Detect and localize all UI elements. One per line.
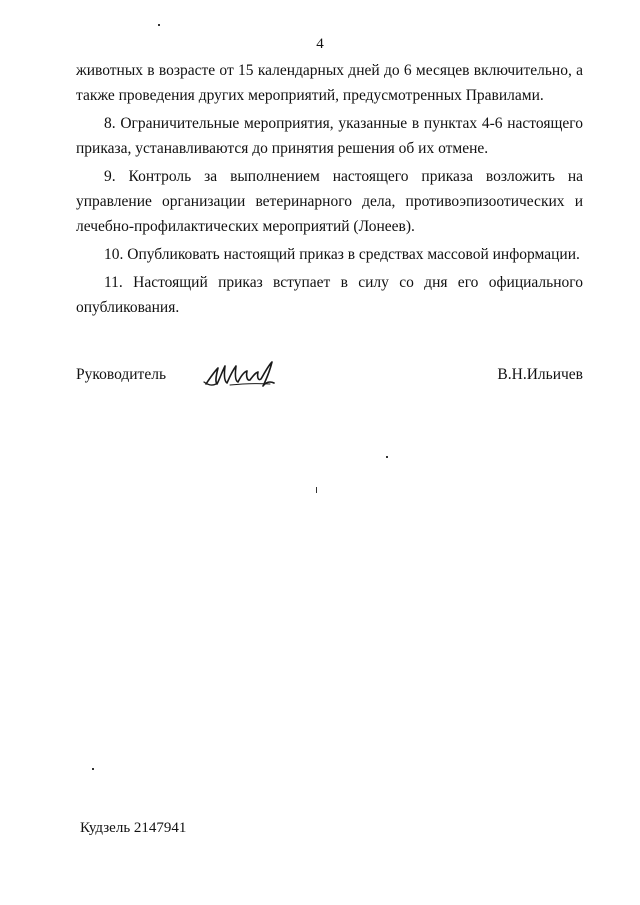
signer-position: Руководитель [76, 366, 167, 383]
paragraph-8: 8. Ограничительные мероприятия, указанные в пунктах 4-6 настоящего приказа, устанавливаются до принятия решения об их отмене. [76, 115, 583, 157]
scan-speck [92, 768, 94, 770]
page-number: 4 [316, 36, 324, 52]
scan-speck [158, 24, 160, 26]
paragraph-10: 10. Опубликовать настоящий приказ в средствах массовой информации. [104, 246, 580, 263]
scan-speck [386, 456, 388, 458]
signature-block [76, 362, 583, 392]
document-body [76, 58, 583, 323]
handwritten-signature [200, 354, 284, 394]
paragraph-continuation: животных в возрасте от 15 календарных дней до 6 месяцев включительно, а также проведения других мероприятий, предусмотренных Правилами. [76, 62, 583, 104]
paragraph-11: 11. Настоящий приказ вступает в силу со дня его официального опубликования. [76, 274, 583, 316]
paragraph-9: 9. Контроль за выполнением настоящего приказа возложить на управление организации ветеринарного дела, противоэпизоотических и лечебно-профилактических мероприятий (Лонеев). [76, 168, 583, 235]
scan-speck [316, 487, 317, 493]
signer-name: В.Н.Ильичев [497, 366, 583, 383]
executor-note: Кудзель 2147941 [80, 820, 187, 836]
